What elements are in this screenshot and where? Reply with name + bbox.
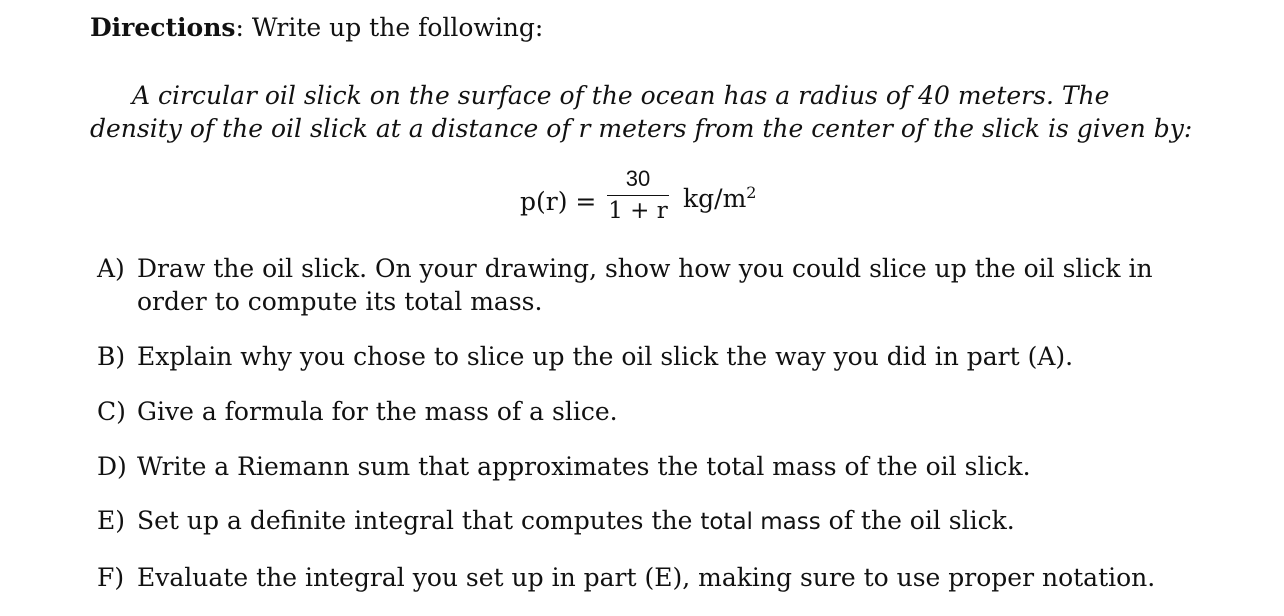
part-text: Evaluate the integral you set up in part (E), making sure to use proper notation. [137,563,1156,592]
part-text: Write a Riemann sum that approximates the total mass of the oil slick. [137,452,1031,481]
directions-text: : Write up the following: [235,13,544,42]
part-item [97,561,1197,594]
part-item [97,340,1197,373]
part-item [97,395,1197,428]
part-text-after: of the oil slick. [820,506,1015,535]
unit-base: kg/m [683,184,747,213]
part-item [97,450,1197,483]
formula-unit [683,183,756,213]
part-marker: B) [97,342,126,371]
part-text-before: Set up a definite integral that computes the [137,506,701,535]
formula-fraction [607,165,669,224]
part-text: Give a formula for the mass of a slice. [137,397,618,426]
part-marker: F) [97,563,125,592]
part-marker: E) [97,506,126,535]
formula-denominator: 1 + r [608,198,668,224]
unit-exponent: 2 [746,183,757,202]
part-marker: D) [97,452,127,481]
part-item [97,504,1197,539]
fraction-bar [607,195,669,196]
formula-numerator: 30 [625,166,651,191]
problem-statement: A circular oil slick on the surface of the ocean has a radius of 40 meters. The density of the oil slick at a distance of r meters from the center of the slick is given by: [90,81,1193,143]
formula-lhs: p(r) = [520,187,597,216]
part-text [137,506,1015,535]
part-item [97,252,1197,318]
part-marker: C) [97,397,126,426]
part-text-emphasis: total mass [700,509,821,535]
directions-label: Directions [90,13,236,42]
part-marker: A) [97,254,125,283]
directions-line [90,12,543,44]
part-text: Explain why you chose to slice up the oil slick the way you did in part (A). [137,342,1074,371]
parts-list [97,252,1197,616]
part-text: Draw the oil slick. On your drawing, show how you could slice up the oil slick in order to compute its total mass. [137,254,1153,316]
